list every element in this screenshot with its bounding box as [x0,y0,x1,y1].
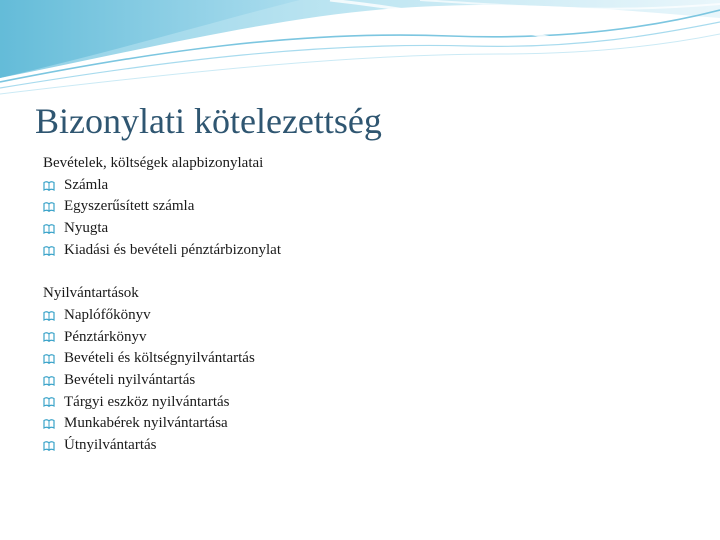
list-item [43,370,281,392]
book-bullet-icon [43,201,55,213]
list-item [43,348,281,370]
list-item [43,327,281,349]
list-item-label: Útnyilvántartás [64,436,157,453]
book-bullet-icon [43,353,55,365]
list-item-label: Nyugta [64,220,109,237]
book-bullet-icon [43,245,55,257]
list-item-label: Egyszerűsített számla [64,198,195,215]
list-item-label: Számla [64,176,109,193]
header-wave-decoration [0,0,720,100]
book-bullet-icon [43,310,55,322]
list-item [43,218,281,240]
list-item-label: Naplófőkönyv [64,306,151,323]
list-item [43,305,281,327]
book-bullet-icon [43,223,55,235]
book-bullet-icon [43,375,55,387]
list-item [43,240,281,262]
group-heading: Bevételek, költségek alapbizonylatai [43,155,264,171]
list-item [43,413,281,435]
group-heading: Nyilvántartások [43,285,139,302]
list-item-label: Pénztárkönyv [64,328,147,345]
slide-body [43,153,281,457]
list-item-label: Munkabérek nyilvántartása [64,415,228,432]
list-item-label: Bevételi és költségnyilvántartás [64,350,255,367]
book-bullet-icon [43,418,55,430]
list-item-label: Bevételi nyilvántartás [64,371,196,388]
spacer [43,261,281,283]
book-bullet-icon [43,331,55,343]
list-item [43,435,281,457]
book-bullet-icon [43,440,55,452]
list-item-label: Kiadási és bevételi pénztárbizonylat [64,241,281,258]
slide-title: Bizonylati kötelezettség [35,101,382,141]
book-bullet-icon [43,396,55,408]
list-item [43,196,281,218]
list-item [43,392,281,414]
book-bullet-icon [43,180,55,192]
list-item-label: Tárgyi eszköz nyilvántartás [64,393,230,410]
list-item [43,175,281,197]
